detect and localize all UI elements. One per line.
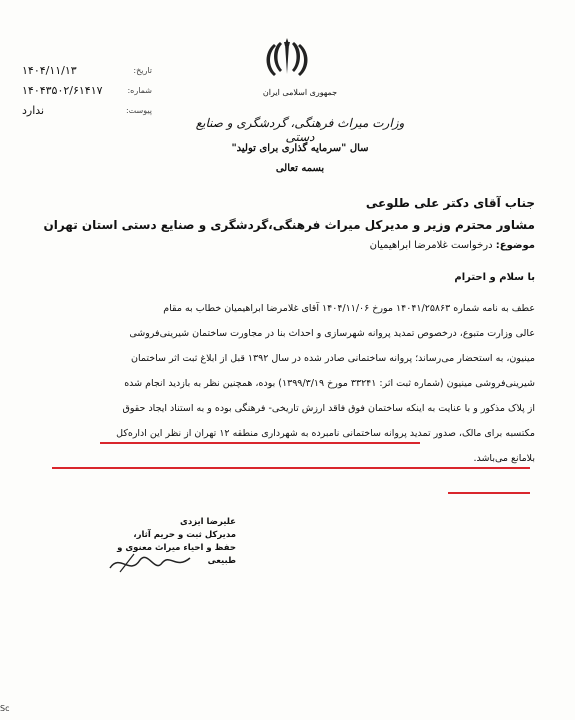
subject-value: درخواست غلامرضا ابراهیمیان	[369, 240, 493, 251]
body-line-6: مکتسبه برای مالک، صدور تمدید پروانه ساختمانی نامبرده به شهرداری منطقه ۱۲ تهران از نظر این اداره‌کل	[116, 428, 535, 439]
handwritten-signature-icon	[100, 548, 220, 578]
date-label: تاریخ:	[133, 65, 152, 75]
body-line-2: عالی وزارت متبوع، درخصوص تمدید پروانه شهرسازی و احداث بنا در مجاورت ساختمان شیرینی‌فروشی	[129, 328, 535, 339]
date-row	[22, 60, 152, 80]
body-line-7: بلامانع می‌باشد.	[473, 453, 535, 464]
signatory-title-1: مدیرکل ثبت و حریم آثار،	[133, 530, 236, 540]
letter-metadata	[22, 60, 152, 120]
number-label: شماره:	[127, 85, 152, 95]
government-title: جمهوری اسلامی ایران	[262, 88, 338, 97]
edge-text: Sc	[0, 704, 10, 713]
body-line-1: عطف به نامه شماره ۱۴۰۴۱/۲۵۸۶۳ مورخ ۱۴۰۴/۱۱/۰۶ آقای غلامرضا ابراهیمیان خطاب به مقام	[163, 303, 535, 314]
body-line-4: شیرینی‌فروشی مینیون (شماره ثبت اثر: ۳۳۲۴۱ مورخ ۱۳۹۹/۳/۱۹) بوده، همچنین نظر به بازدید انجام شده	[124, 378, 535, 389]
ministry-title: وزارت میراث فرهنگی، گردشگری و صنایع دستی	[195, 116, 405, 144]
signatory-title-2: حفظ و احیاء میراث معنوی و طبیعی	[117, 543, 236, 566]
subject-label: موضوع:	[495, 240, 535, 251]
greeting: با سلام و احترام	[454, 272, 535, 283]
bismillah: بسمه تعالی	[275, 163, 325, 174]
attachment-value: ندارد	[22, 103, 45, 117]
body-line-5: از پلاک مذکور و با عنایت به اینکه ساختمان فوق فاقد ارزش تاریخی- فرهنگی بوده و به استناد ایجاد حقوق	[122, 403, 535, 414]
signatory-name: علیرضا ایزدی	[180, 517, 236, 527]
recipient-title: مشاور محترم وزیر و مدیرکل میراث فرهنگی،گردشگری و صنایع دستی استان تهران	[43, 218, 535, 232]
recipient-name: جناب آقای دکتر علی طلوعی	[365, 196, 535, 210]
attachment-row	[22, 100, 152, 120]
year-slogan: سال "سرمایه گذاری برای تولید"	[231, 143, 369, 154]
highlight-underline-2	[52, 467, 530, 469]
number-row	[22, 80, 152, 100]
body-line-3: مینیون، به استحضار می‌رساند؛ پروانه ساختمانی صادر شده در سال ۱۳۹۲ قبل از ابلاغ ثبت اثر ساختمان	[131, 353, 535, 364]
attachment-label: پیوست:	[125, 105, 152, 115]
date-value: ۱۴۰۴/۱۱/۱۳	[22, 63, 77, 77]
letter-body	[45, 296, 535, 471]
subject-line	[370, 240, 535, 251]
number-value: ۱۴۰۴۳۵۰۲/۶۱۴۱۷	[22, 83, 103, 97]
highlight-underline-3	[448, 492, 530, 494]
iran-emblem-icon	[262, 34, 312, 86]
highlight-underline-1	[100, 442, 420, 444]
